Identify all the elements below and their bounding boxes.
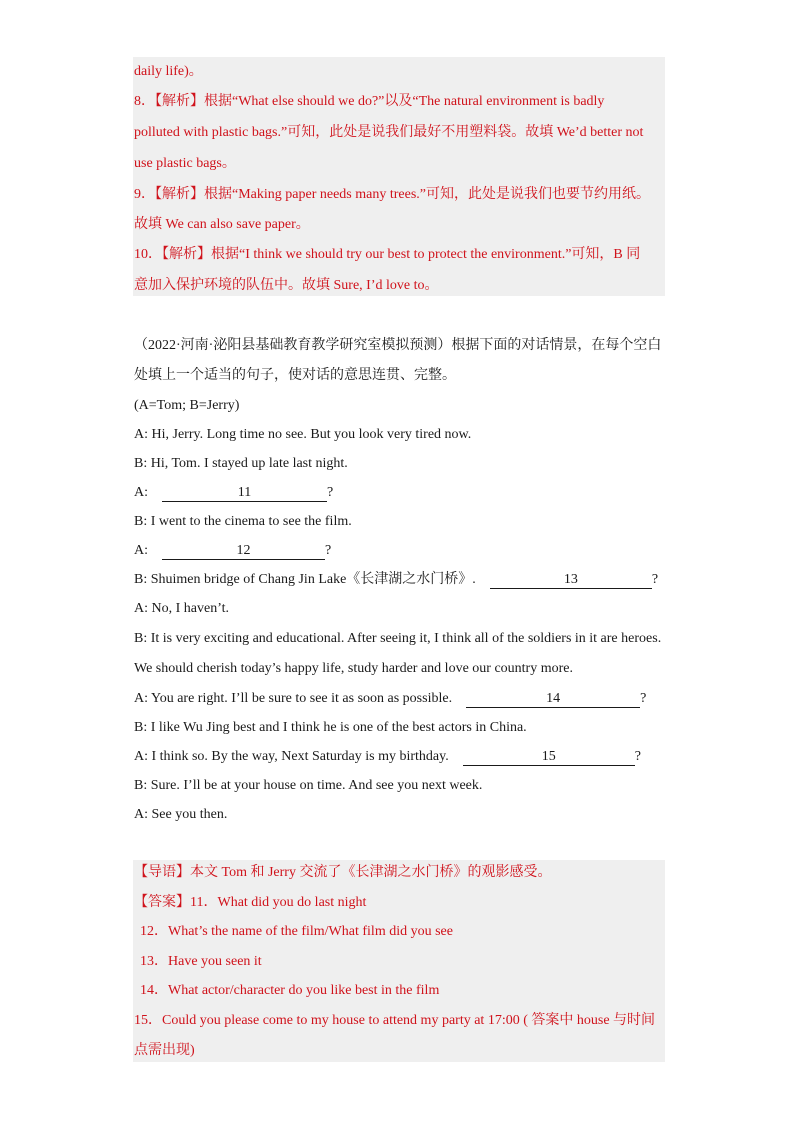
answer-15: 15．Could you please come to my house to attend my party at 17:00 ( 答案中 house 与时间 [134, 1013, 656, 1028]
dialogue-line: A: No, I haven’t. [134, 601, 229, 616]
dialogue-line: B: It is very exciting and educational. After seeing it, I think all of the soldiers in it are heroes. [134, 631, 662, 646]
answer-13: 13．Have you seen it [140, 954, 262, 969]
answer-9-line: 9．【解析】根据“Making paper needs many trees.”可知，此处是说我们也要节约用纸。 [134, 187, 650, 202]
answer-8-line: 8．【解析】根据“What else should we do?”以及“The natural environment is badly [134, 94, 605, 109]
dialogue-line-blank-15: A: I think so. By the way, Next Saturday is my birthday. 15 ? [134, 749, 641, 764]
answer-10-line: 意加入保护环境的队伍中。故填 Sure, I’d love to。 [134, 278, 439, 293]
answer-15: 点需出现) [134, 1043, 195, 1058]
dialogue-line: B: I like Wu Jing best and I think he is one of the best actors in China. [134, 720, 527, 735]
dialogue-roles: (A=Tom; B=Jerry) [134, 398, 240, 413]
blank-15[interactable]: 15 [463, 749, 635, 766]
dialogue-line: B: I went to the cinema to see the film. [134, 514, 352, 529]
blank-11[interactable]: 11 [162, 485, 327, 502]
dialogue-line-blank-14: A: You are right. I’ll be sure to see it as soon as possible. 14 ? [134, 691, 647, 706]
dialogue-line-blank-12: A: 12 ? [134, 543, 332, 558]
blank-13[interactable]: 13 [490, 572, 652, 589]
dialogue-line-blank-13: B: Shuimen bridge of Chang Jin Lake《长津湖之水门桥》. 13 ? [134, 572, 659, 587]
blank-12[interactable]: 12 [162, 543, 325, 560]
answer-14: 14．What actor/character do you like best in the film [140, 983, 440, 998]
dialogue-line: We should cherish today’s happy life, study harder and love our country more. [134, 661, 573, 676]
question-intro: （2022·河南·泌阳县基础教育教学研究室模拟预测）根据下面的对话情景，在每个空白 [134, 338, 662, 353]
answer-10-line: 10．【解析】根据“I think we should try our best to protect the environment.”可知，B 同 [134, 247, 641, 262]
answer-11: 【答案】11．What did you do last night [134, 895, 367, 910]
answer-12: 12．What’s the name of the film/What film did you see [140, 924, 453, 939]
guide-text: 【导语】本文 Tom 和 Jerry 交流了《长津湖之水门桥》的观影感受。 [134, 865, 552, 880]
answer-line: daily life)。 [134, 64, 203, 79]
dialogue-line: B: Hi, Tom. I stayed up late last night. [134, 456, 348, 471]
dialogue-line: B: Sure. I’ll be at your house on time. And see you next week. [134, 778, 483, 793]
dialogue-line: A: Hi, Jerry. Long time no see. But you look very tired now. [134, 427, 472, 442]
dialogue-line-blank-11: A: 11 ? [134, 485, 334, 500]
question-intro: 处填上一个适当的句子，使对话的意思连贯、完整。 [134, 368, 456, 383]
answer-8-line: polluted with plastic bags.”可知，此处是说我们最好不用塑料袋。故填 We’d better not [134, 125, 644, 140]
blank-14[interactable]: 14 [466, 691, 640, 708]
answer-9-line: 故填 We can also save paper。 [134, 217, 310, 232]
dialogue-line: A: See you then. [134, 807, 228, 822]
answer-8-line: use plastic bags。 [134, 156, 236, 171]
